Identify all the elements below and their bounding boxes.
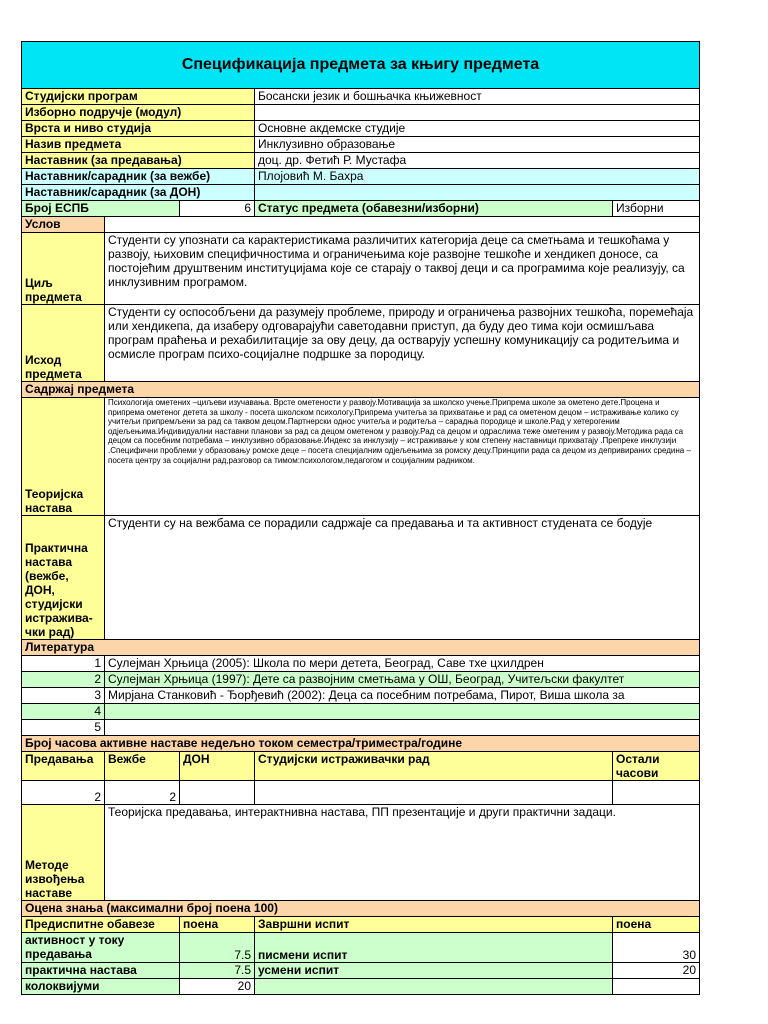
grading-pre-points: 20 xyxy=(180,979,255,995)
grading-final-item: усмени испит xyxy=(255,963,613,979)
pre-exam-header: Предиспитне обавезе xyxy=(22,917,180,933)
goal-text: Студенти су упознати са карактеристикама различитих категорија деце са сметњама и тешкоћама у развоју, њиховим специфичностима и ограничењима које развојне тешкоће и хендикеп доносе, са постојећим друштвеним институцијама које се старају о таквој деци и са програмима које реализују, са инклузивним програмом. xyxy=(105,233,700,305)
literature-item: Сулејман Хрњица (1997): Дете са развојним сметњама у ОШ, Београд, Учитељски факултет xyxy=(105,672,700,688)
hours-header-exercises: Вежбе xyxy=(105,752,180,781)
assistant-don-value xyxy=(255,185,700,201)
grading-pre-points: 7.5 xyxy=(180,963,255,979)
hours-label: Број часова активне наставе недељно током семестра/триместра/године xyxy=(22,736,700,752)
grading-pre-points: 7.5 xyxy=(180,933,255,963)
grading-pre-item: практична настава xyxy=(22,963,180,979)
literature-item: Сулејман Хрњица (2005): Школа по мери детета, Београд, Саве тхе цхилдрен xyxy=(105,656,700,672)
module-value xyxy=(255,105,700,121)
module-label: Изборно подручје (модул) xyxy=(22,105,255,121)
literature-number: 3 xyxy=(22,688,105,704)
course-specification-table xyxy=(21,41,700,995)
grading-pre-item: активност у току предавања xyxy=(22,933,180,963)
program-label: Студијски програм xyxy=(22,89,255,105)
outcome-text: Студенти су оспособљени да разумеју проблеме, природу и ограничења развојних тешкоћа, поремећаја или хендикепа, да изаберу одговарајући саветодавни приступ, да буду део тима који осмишљава програм праћења и рехабилитације за ову децу, да остварују успешну комуникацију са родитељима и осмисле програм психо-социјалне подршке за породицу. xyxy=(105,305,700,382)
literature-number: 5 xyxy=(22,720,105,736)
hours-header-other: Остали часови xyxy=(613,752,700,781)
literature-number: 2 xyxy=(22,672,105,688)
hours-header-don: ДОН xyxy=(180,752,255,781)
course-label: Назив предмета xyxy=(22,137,255,153)
status-value: Изборни xyxy=(613,201,700,217)
final-exam-header: Завршни испит xyxy=(255,917,613,933)
assistant-exercises-value: Плојовић М. Бахра xyxy=(255,169,700,185)
theory-text: Психологија ометених –циљеви изучавања. Врсте ометености у развоју.Мотивација за школско учење.Припрема школе за ометено дете.Процена и припрема ометеног детета за школу - посета школском психологу.Припрема учитеља за прихватање и рад са ометеном децом – истраживање колико су учитељи припремљени за рад са таквом децом.Партнерски однос учитеља и родитеља – сарадња породице и школе.Рад у хетерогеним одјељењима.Индивидуални наставни планови за рад са децом ометеном у развоју.Рад са децом и одраслима теже ометеним у развоју.Методика рада са децом са посебним потребама – инклузивно образовање.Индекс за инклузију – истраживање у ком степену наставници прихватају .Препреке инклузији .Специфични проблеми у образовању ромске деце – посета специјалним одјељењима за ромску децу.Принципи рада са децом из депривираних средина – посета центру за социјални рад,разговор са тимом:психологом,педагогом и социјалним радником. xyxy=(105,398,700,516)
assistant-don-label: Наставник/сарадник (за ДОН) xyxy=(22,185,255,201)
grading-label: Оцена знања (максимални број поена 100) xyxy=(22,901,700,917)
literature-number: 1 xyxy=(22,656,105,672)
assistant-exercises-label: Наставник/сарадник (за вежбе) xyxy=(22,169,255,185)
hours-value-don xyxy=(180,781,255,805)
theory-label: Теоријска настава xyxy=(22,398,105,516)
grading-final-points xyxy=(613,979,700,995)
grading-pre-item: колоквијуми xyxy=(22,979,180,995)
hours-header-research: Студијски истраживачки рад xyxy=(255,752,613,781)
grading-final-item xyxy=(255,979,613,995)
methods-text: Теоријска предавања, интерактнивна настава, ПП презентације и други практични задаци. xyxy=(105,805,700,901)
content-section-label: Садржај предмета xyxy=(22,382,700,398)
grading-final-points: 30 xyxy=(613,933,700,963)
status-label: Статус предмета (обавезни/изборни) xyxy=(255,201,613,217)
page-title: Спецификација предмета за књигу предмета xyxy=(22,42,700,89)
hours-value-other xyxy=(613,781,700,805)
goal-label: Циљ предмета xyxy=(22,233,105,305)
literature-label: Литература xyxy=(22,640,700,656)
teacher-value: доц. др. Фетић Р. Мустафа xyxy=(255,153,700,169)
espb-value: 6 xyxy=(180,201,255,217)
level-label: Врста и ниво студија xyxy=(22,121,255,137)
practice-text: Студенти су на вежбама се порадили садржаје са предавања и та активност студената се бодује xyxy=(105,516,700,640)
practice-label: Практична настава (вежбе, ДОН, студијски истражива-чки рад) xyxy=(22,516,105,640)
literature-item xyxy=(105,720,700,736)
grading-final-points: 20 xyxy=(613,963,700,979)
hours-value-exercises: 2 xyxy=(105,781,180,805)
condition-label: Услов xyxy=(22,217,105,233)
pre-exam-points-header: поена xyxy=(180,917,255,933)
final-exam-points-header: поена xyxy=(613,917,700,933)
grading-final-item: писмени испит xyxy=(255,933,613,963)
program-value: Босански језик и бошњачка књижевност xyxy=(255,89,700,105)
hours-value-lectures: 2 xyxy=(22,781,105,805)
teacher-label: Наставник (за предавања) xyxy=(22,153,255,169)
hours-header-lectures: Предавања xyxy=(22,752,105,781)
course-value: Инклузивно образовање xyxy=(255,137,700,153)
hours-value-research xyxy=(255,781,613,805)
espb-label: Број ЕСПБ xyxy=(22,201,180,217)
condition-value xyxy=(105,217,700,233)
literature-item xyxy=(105,704,700,720)
level-value: Основне акдемске студије xyxy=(255,121,700,137)
outcome-label: Исход предмета xyxy=(22,305,105,382)
methods-label: Методе извођења наставе xyxy=(22,805,105,901)
literature-item: Мирјана Станковић - Ђорђевић (2002): Деца са посебним потребама, Пирот, Виша школа за xyxy=(105,688,700,704)
literature-number: 4 xyxy=(22,704,105,720)
